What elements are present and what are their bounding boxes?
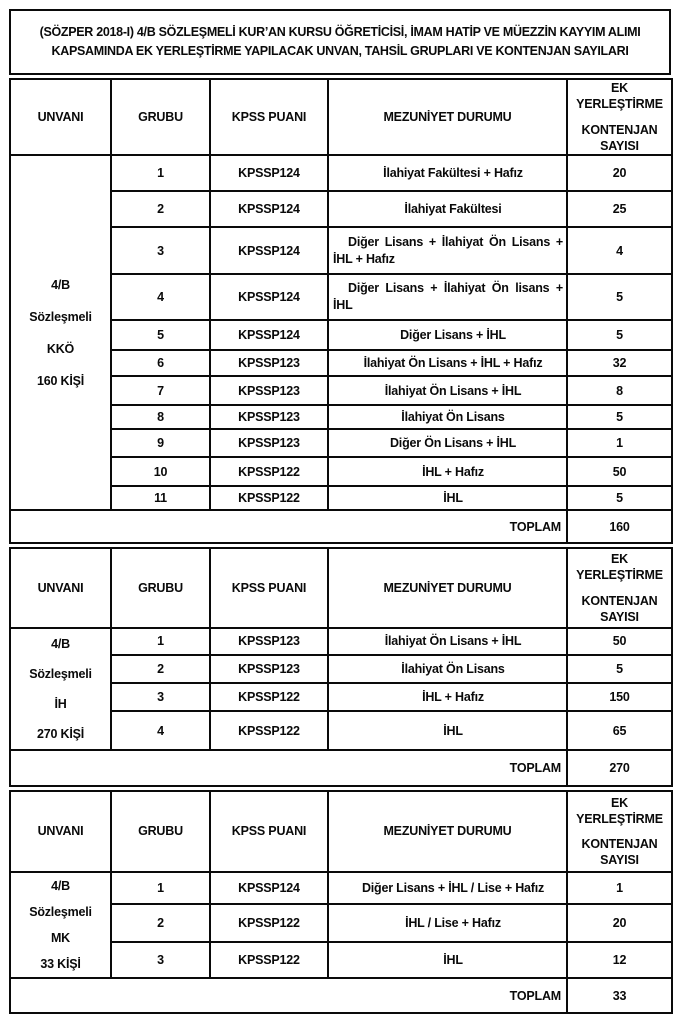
col-header-kontenjan-sayisi: KONTENJAN SAYISI xyxy=(581,593,658,624)
kontenjan-cell: 1 xyxy=(567,872,672,904)
col-header-kpss: KPSS PUANI xyxy=(210,791,328,872)
grubu-cell: 5 xyxy=(111,320,210,350)
grubu-cell: 3 xyxy=(111,942,210,978)
mezuniyet-cell: İHL xyxy=(328,942,567,978)
kpss-cell: KPSSP124 xyxy=(210,872,328,904)
kontenjan-cell: 20 xyxy=(567,155,672,191)
toplam-label: TOPLAM xyxy=(10,978,567,1013)
mezuniyet-cell: İlahiyat Ön Lisans + İHL xyxy=(328,628,567,655)
kpss-cell: KPSSP124 xyxy=(210,320,328,350)
kpss-cell: KPSSP124 xyxy=(210,274,328,320)
col-header-kontenjan xyxy=(567,548,672,628)
mezuniyet-cell: İlahiyat Ön Lisans xyxy=(328,405,567,429)
grubu-cell: 6 xyxy=(111,350,210,376)
col-header-kontenjan-sayisi: KONTENJAN SAYISI xyxy=(581,837,658,868)
grubu-cell: 3 xyxy=(111,683,210,711)
kontenjan-cell: 8 xyxy=(567,376,672,405)
kontenjan-cell: 5 xyxy=(567,274,672,320)
unvan-line: 4/B xyxy=(51,879,70,893)
kontenjan-cell: 65 xyxy=(567,711,672,750)
kontenjan-cell: 5 xyxy=(567,405,672,429)
col-header-ek-yerlestirme: EK YERLEŞTİRME xyxy=(576,552,663,583)
unvan-cell xyxy=(10,628,111,750)
kontenjan-cell: 25 xyxy=(567,191,672,227)
kpss-cell: KPSSP124 xyxy=(210,155,328,191)
unvan-line: Sözleşmeli xyxy=(29,667,92,681)
col-header-kpss: KPSS PUANI xyxy=(210,548,328,628)
toplam-label: TOPLAM xyxy=(10,510,567,543)
kontenjan-cell: 5 xyxy=(567,655,672,684)
col-header-ek-yerlestirme: EK YERLEŞTİRME xyxy=(576,81,663,112)
unvan-line: KKÖ xyxy=(46,341,75,356)
kpss-cell: KPSSP122 xyxy=(210,942,328,978)
col-header-mezuniyet: MEZUNİYET DURUMU xyxy=(328,79,567,155)
col-header-grubu: GRUBU xyxy=(111,791,210,872)
col-header-mezuniyet: MEZUNİYET DURUMU xyxy=(328,548,567,628)
table-row xyxy=(10,155,672,191)
mezuniyet-cell: İlahiyat Ön Lisans + İHL xyxy=(328,376,567,405)
grubu-cell: 7 xyxy=(111,376,210,405)
toplam-label: TOPLAM xyxy=(10,750,567,786)
grubu-cell: 1 xyxy=(111,155,210,191)
kpss-cell: KPSSP123 xyxy=(210,376,328,405)
quota-table-mk xyxy=(9,790,673,1014)
toplam-value: 33 xyxy=(567,978,672,1013)
mezuniyet-cell: Diğer Lisans + İlahiyat Ön Lisans + İHL + Hafız xyxy=(328,227,567,274)
kontenjan-cell: 20 xyxy=(567,904,672,942)
grubu-cell: 2 xyxy=(111,191,210,227)
header-row xyxy=(10,791,672,872)
kpss-cell: KPSSP122 xyxy=(210,683,328,711)
kpss-cell: KPSSP122 xyxy=(210,711,328,750)
quota-table-kko xyxy=(9,78,673,544)
toplam-value: 160 xyxy=(567,510,672,543)
col-header-unvani: UNVANI xyxy=(10,79,111,155)
grubu-cell: 11 xyxy=(111,486,210,510)
kpss-cell: KPSSP123 xyxy=(210,350,328,376)
toplam-row xyxy=(10,750,672,786)
grubu-cell: 3 xyxy=(111,227,210,274)
kpss-cell: KPSSP123 xyxy=(210,655,328,684)
kpss-cell: KPSSP123 xyxy=(210,429,328,457)
unvan-line: Sözleşmeli xyxy=(29,309,92,324)
col-header-kontenjan xyxy=(567,791,672,872)
mezuniyet-cell: Diğer Lisans + İHL xyxy=(328,320,567,350)
table-row xyxy=(10,872,672,904)
kpss-cell: KPSSP122 xyxy=(210,904,328,942)
unvan-line: 4/B xyxy=(51,637,70,651)
mezuniyet-cell: İlahiyat Fakültesi xyxy=(328,191,567,227)
grubu-cell: 10 xyxy=(111,457,210,486)
col-header-kpss: KPSS PUANI xyxy=(210,79,328,155)
kpss-cell: KPSSP124 xyxy=(210,191,328,227)
unvan-cell xyxy=(10,872,111,978)
mezuniyet-cell: İlahiyat Fakültesi + Hafız xyxy=(328,155,567,191)
kontenjan-cell: 12 xyxy=(567,942,672,978)
kpss-cell: KPSSP124 xyxy=(210,227,328,274)
unvan-line: 160 KİŞİ xyxy=(36,373,85,388)
toplam-row xyxy=(10,978,672,1013)
grubu-cell: 1 xyxy=(111,628,210,655)
grubu-cell: 4 xyxy=(111,274,210,320)
kpss-cell: KPSSP122 xyxy=(210,486,328,510)
kpss-cell: KPSSP123 xyxy=(210,628,328,655)
grubu-cell: 8 xyxy=(111,405,210,429)
col-header-grubu: GRUBU xyxy=(111,79,210,155)
mezuniyet-cell: Diğer Ön Lisans + İHL xyxy=(328,429,567,457)
unvan-line: Sözleşmeli xyxy=(29,905,92,919)
toplam-value: 270 xyxy=(567,750,672,786)
table-row xyxy=(10,628,672,655)
mezuniyet-cell: İlahiyat Ön Lisans + İHL + Hafız xyxy=(328,350,567,376)
col-header-ek-yerlestirme: EK YERLEŞTİRME xyxy=(576,795,663,826)
mezuniyet-cell: Diğer Lisans + İHL / Lise + Hafız xyxy=(328,872,567,904)
kontenjan-cell: 5 xyxy=(567,486,672,510)
kontenjan-cell: 5 xyxy=(567,320,672,350)
toplam-row xyxy=(10,510,672,543)
grubu-cell: 9 xyxy=(111,429,210,457)
kontenjan-cell: 32 xyxy=(567,350,672,376)
col-header-mezuniyet: MEZUNİYET DURUMU xyxy=(328,791,567,872)
mezuniyet-cell: Diğer Lisans + İlahiyat Ön lisans + İHL xyxy=(328,274,567,320)
grubu-cell: 4 xyxy=(111,711,210,750)
unvan-line: İH xyxy=(54,697,67,711)
kontenjan-cell: 4 xyxy=(567,227,672,274)
kontenjan-cell: 50 xyxy=(567,628,672,655)
unvan-line: 4/B xyxy=(51,277,70,292)
mezuniyet-cell: İHL + Hafız xyxy=(328,457,567,486)
kpss-cell: KPSSP123 xyxy=(210,405,328,429)
col-header-kontenjan-sayisi: KONTENJAN SAYISI xyxy=(581,122,658,153)
unvan-line: 270 KİŞİ xyxy=(36,727,85,741)
col-header-grubu: GRUBU xyxy=(111,548,210,628)
document-title xyxy=(9,9,671,75)
unvan-line: 33 KİŞİ xyxy=(40,957,81,971)
mezuniyet-cell: İHL / Lise + Hafız xyxy=(328,904,567,942)
header-row xyxy=(10,79,672,155)
kpss-cell: KPSSP122 xyxy=(210,457,328,486)
col-header-kontenjan xyxy=(567,79,672,155)
kontenjan-cell: 50 xyxy=(567,457,672,486)
mezuniyet-cell: İlahiyat Ön Lisans xyxy=(328,655,567,684)
kontenjan-cell: 150 xyxy=(567,683,672,711)
quota-table-ih xyxy=(9,547,673,787)
grubu-cell: 2 xyxy=(111,655,210,684)
mezuniyet-cell: İHL + Hafız xyxy=(328,683,567,711)
header-row xyxy=(10,548,672,628)
col-header-unvani: UNVANI xyxy=(10,548,111,628)
unvan-cell xyxy=(10,155,111,510)
mezuniyet-cell: İHL xyxy=(328,711,567,750)
grubu-cell: 1 xyxy=(111,872,210,904)
grubu-cell: 2 xyxy=(111,904,210,942)
mezuniyet-cell: İHL xyxy=(328,486,567,510)
kontenjan-cell: 1 xyxy=(567,429,672,457)
document-title-text: (SÖZPER 2018-I) 4/B SÖZLEŞMELİ KUR’AN KURSU ÖĞRETİCİSİ, İMAM HATİP VE MÜEZZİN KAYYIM ALIMI KAPSAMINDA EK YERLEŞTİRME YAPILACAK UNVAN, TAHSİL GRUPLARI VE KONTENJAN SAYILARI xyxy=(39,24,641,58)
col-header-unvani: UNVANI xyxy=(10,791,111,872)
unvan-line: MK xyxy=(50,931,71,945)
